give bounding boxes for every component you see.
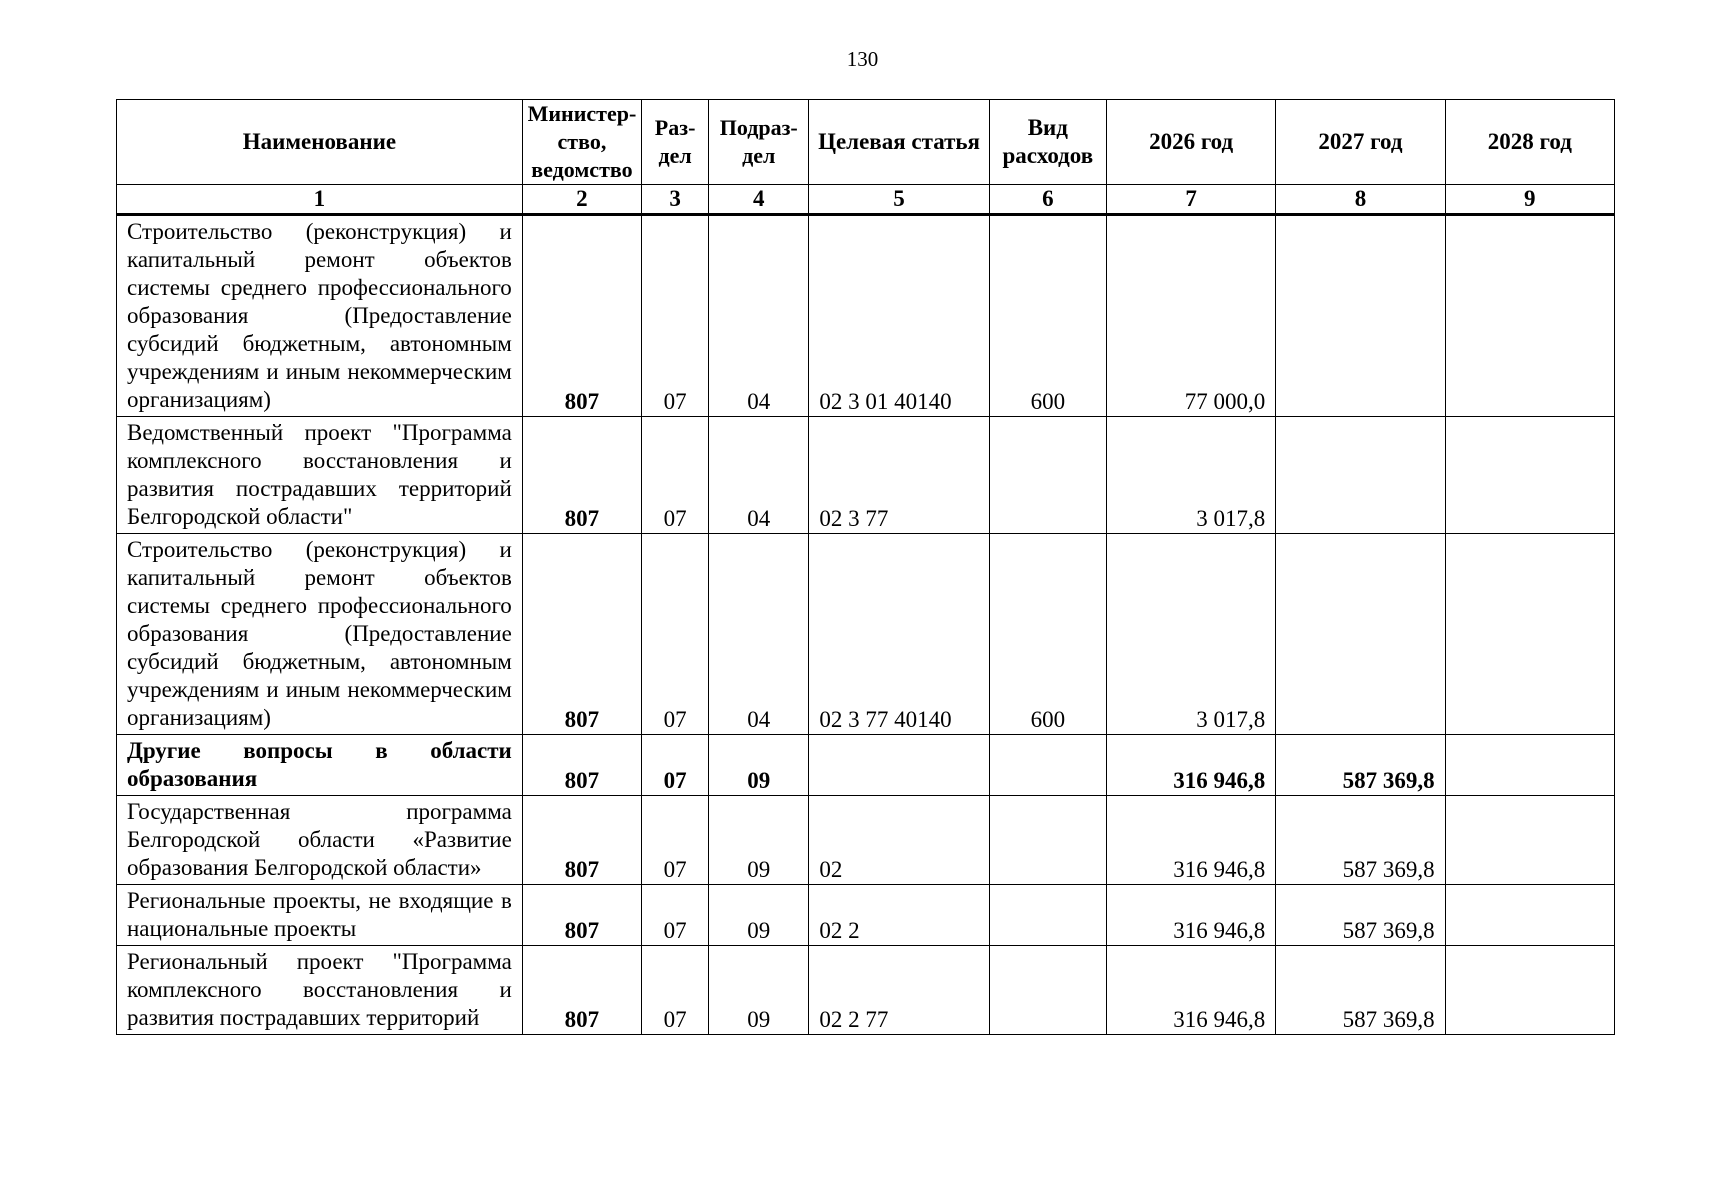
row-2027: [1276, 534, 1445, 735]
column-number: 8: [1276, 185, 1445, 215]
row-ministry: 807: [522, 534, 641, 735]
row-2027: [1276, 417, 1445, 534]
row-ministry: 807: [522, 215, 641, 417]
header-name: Наименование: [117, 100, 523, 185]
row-2028: [1445, 885, 1614, 946]
row-target: [809, 735, 989, 796]
row-ministry: 807: [522, 796, 641, 885]
row-name: Строительство (реконструкция) и капитальный ремонт объектов системы среднего профессионального образования (Предоставление субсидий бюджетным, автономным учреждениям и иным некоммерческим организациям): [117, 215, 523, 417]
row-subsection: 09: [709, 796, 809, 885]
row-target: 02 2 77: [809, 946, 989, 1035]
table-row: [117, 796, 1615, 885]
header-target: Целевая статья: [809, 100, 989, 185]
row-2027: 587 369,8: [1276, 946, 1445, 1035]
row-section: 07: [642, 215, 709, 417]
row-ministry: 807: [522, 735, 641, 796]
row-2027: 587 369,8: [1276, 735, 1445, 796]
row-target: 02: [809, 796, 989, 885]
row-2028: [1445, 735, 1614, 796]
row-2027: 587 369,8: [1276, 885, 1445, 946]
row-name: Региональный проект "Программа комплексного восстановления и развития пострадавших территорий: [117, 946, 523, 1035]
budget-table: [116, 99, 1615, 1035]
row-2026: 77 000,0: [1106, 215, 1275, 417]
column-number: 1: [117, 185, 523, 215]
row-name: Строительство (реконструкция) и капитальный ремонт объектов системы среднего профессионального образования (Предоставление субсидий бюджетным, автономным учреждениям и иным некоммерческим организациям): [117, 534, 523, 735]
header-2027: 2027 год: [1276, 100, 1445, 185]
row-expense-type: [989, 796, 1106, 885]
row-ministry: 807: [522, 417, 641, 534]
column-number: 4: [709, 185, 809, 215]
row-2028: [1445, 534, 1614, 735]
row-target: 02 2: [809, 885, 989, 946]
row-name: Другие вопросы в области образования: [117, 735, 523, 796]
row-subsection: 09: [709, 946, 809, 1035]
row-2026: 316 946,8: [1106, 885, 1275, 946]
row-2027: [1276, 215, 1445, 417]
row-expense-type: 600: [989, 534, 1106, 735]
column-number: 3: [642, 185, 709, 215]
row-section: 07: [642, 534, 709, 735]
row-subsection: 09: [709, 885, 809, 946]
column-number: 9: [1445, 185, 1614, 215]
row-expense-type: [989, 946, 1106, 1035]
row-2028: [1445, 215, 1614, 417]
page-number: 130: [846, 47, 879, 71]
header-subsection: Подраз-дел: [709, 100, 809, 185]
row-subsection: 04: [709, 534, 809, 735]
row-section: 07: [642, 796, 709, 885]
row-expense-type: [989, 735, 1106, 796]
row-section: 07: [642, 417, 709, 534]
column-number: 6: [989, 185, 1106, 215]
row-2026: 316 946,8: [1106, 735, 1275, 796]
row-target: 02 3 77 40140: [809, 534, 989, 735]
row-target: 02 3 77: [809, 417, 989, 534]
table-row: [117, 417, 1615, 534]
header-2026: 2026 год: [1106, 100, 1275, 185]
header-2028: 2028 год: [1445, 100, 1614, 185]
row-2026: 3 017,8: [1106, 534, 1275, 735]
row-2026: 316 946,8: [1106, 946, 1275, 1035]
row-subsection: 09: [709, 735, 809, 796]
row-ministry: 807: [522, 946, 641, 1035]
row-section: 07: [642, 946, 709, 1035]
header-row: [117, 100, 1615, 185]
table-row: [117, 534, 1615, 735]
row-target: 02 3 01 40140: [809, 215, 989, 417]
row-2028: [1445, 417, 1614, 534]
row-section: 07: [642, 885, 709, 946]
column-number-row: [117, 185, 1615, 215]
row-subsection: 04: [709, 215, 809, 417]
row-name: Ведомственный проект "Программа комплексного восстановления и развития пострадавших территорий Белгородской области": [117, 417, 523, 534]
row-2026: 316 946,8: [1106, 796, 1275, 885]
column-number: 5: [809, 185, 989, 215]
row-ministry: 807: [522, 885, 641, 946]
row-2028: [1445, 796, 1614, 885]
row-expense-type: [989, 885, 1106, 946]
row-2026: 3 017,8: [1106, 417, 1275, 534]
row-2028: [1445, 946, 1614, 1035]
row-expense-type: [989, 417, 1106, 534]
table-row: [117, 946, 1615, 1035]
row-2027: 587 369,8: [1276, 796, 1445, 885]
header-section: Раз-дел: [642, 100, 709, 185]
table-row: [117, 735, 1615, 796]
header-expense-type: Вид расходов: [989, 100, 1106, 185]
table-row: [117, 215, 1615, 417]
row-expense-type: 600: [989, 215, 1106, 417]
row-subsection: 04: [709, 417, 809, 534]
row-name: Государственная программа Белгородской области «Развитие образования Белгородской области»: [117, 796, 523, 885]
header-ministry: Министер-ство, ведомство: [522, 100, 641, 185]
row-name: Региональные проекты, не входящие в национальные проекты: [117, 885, 523, 946]
column-number: 7: [1106, 185, 1275, 215]
column-number: 2: [522, 185, 641, 215]
row-section: 07: [642, 735, 709, 796]
table-row: [117, 885, 1615, 946]
